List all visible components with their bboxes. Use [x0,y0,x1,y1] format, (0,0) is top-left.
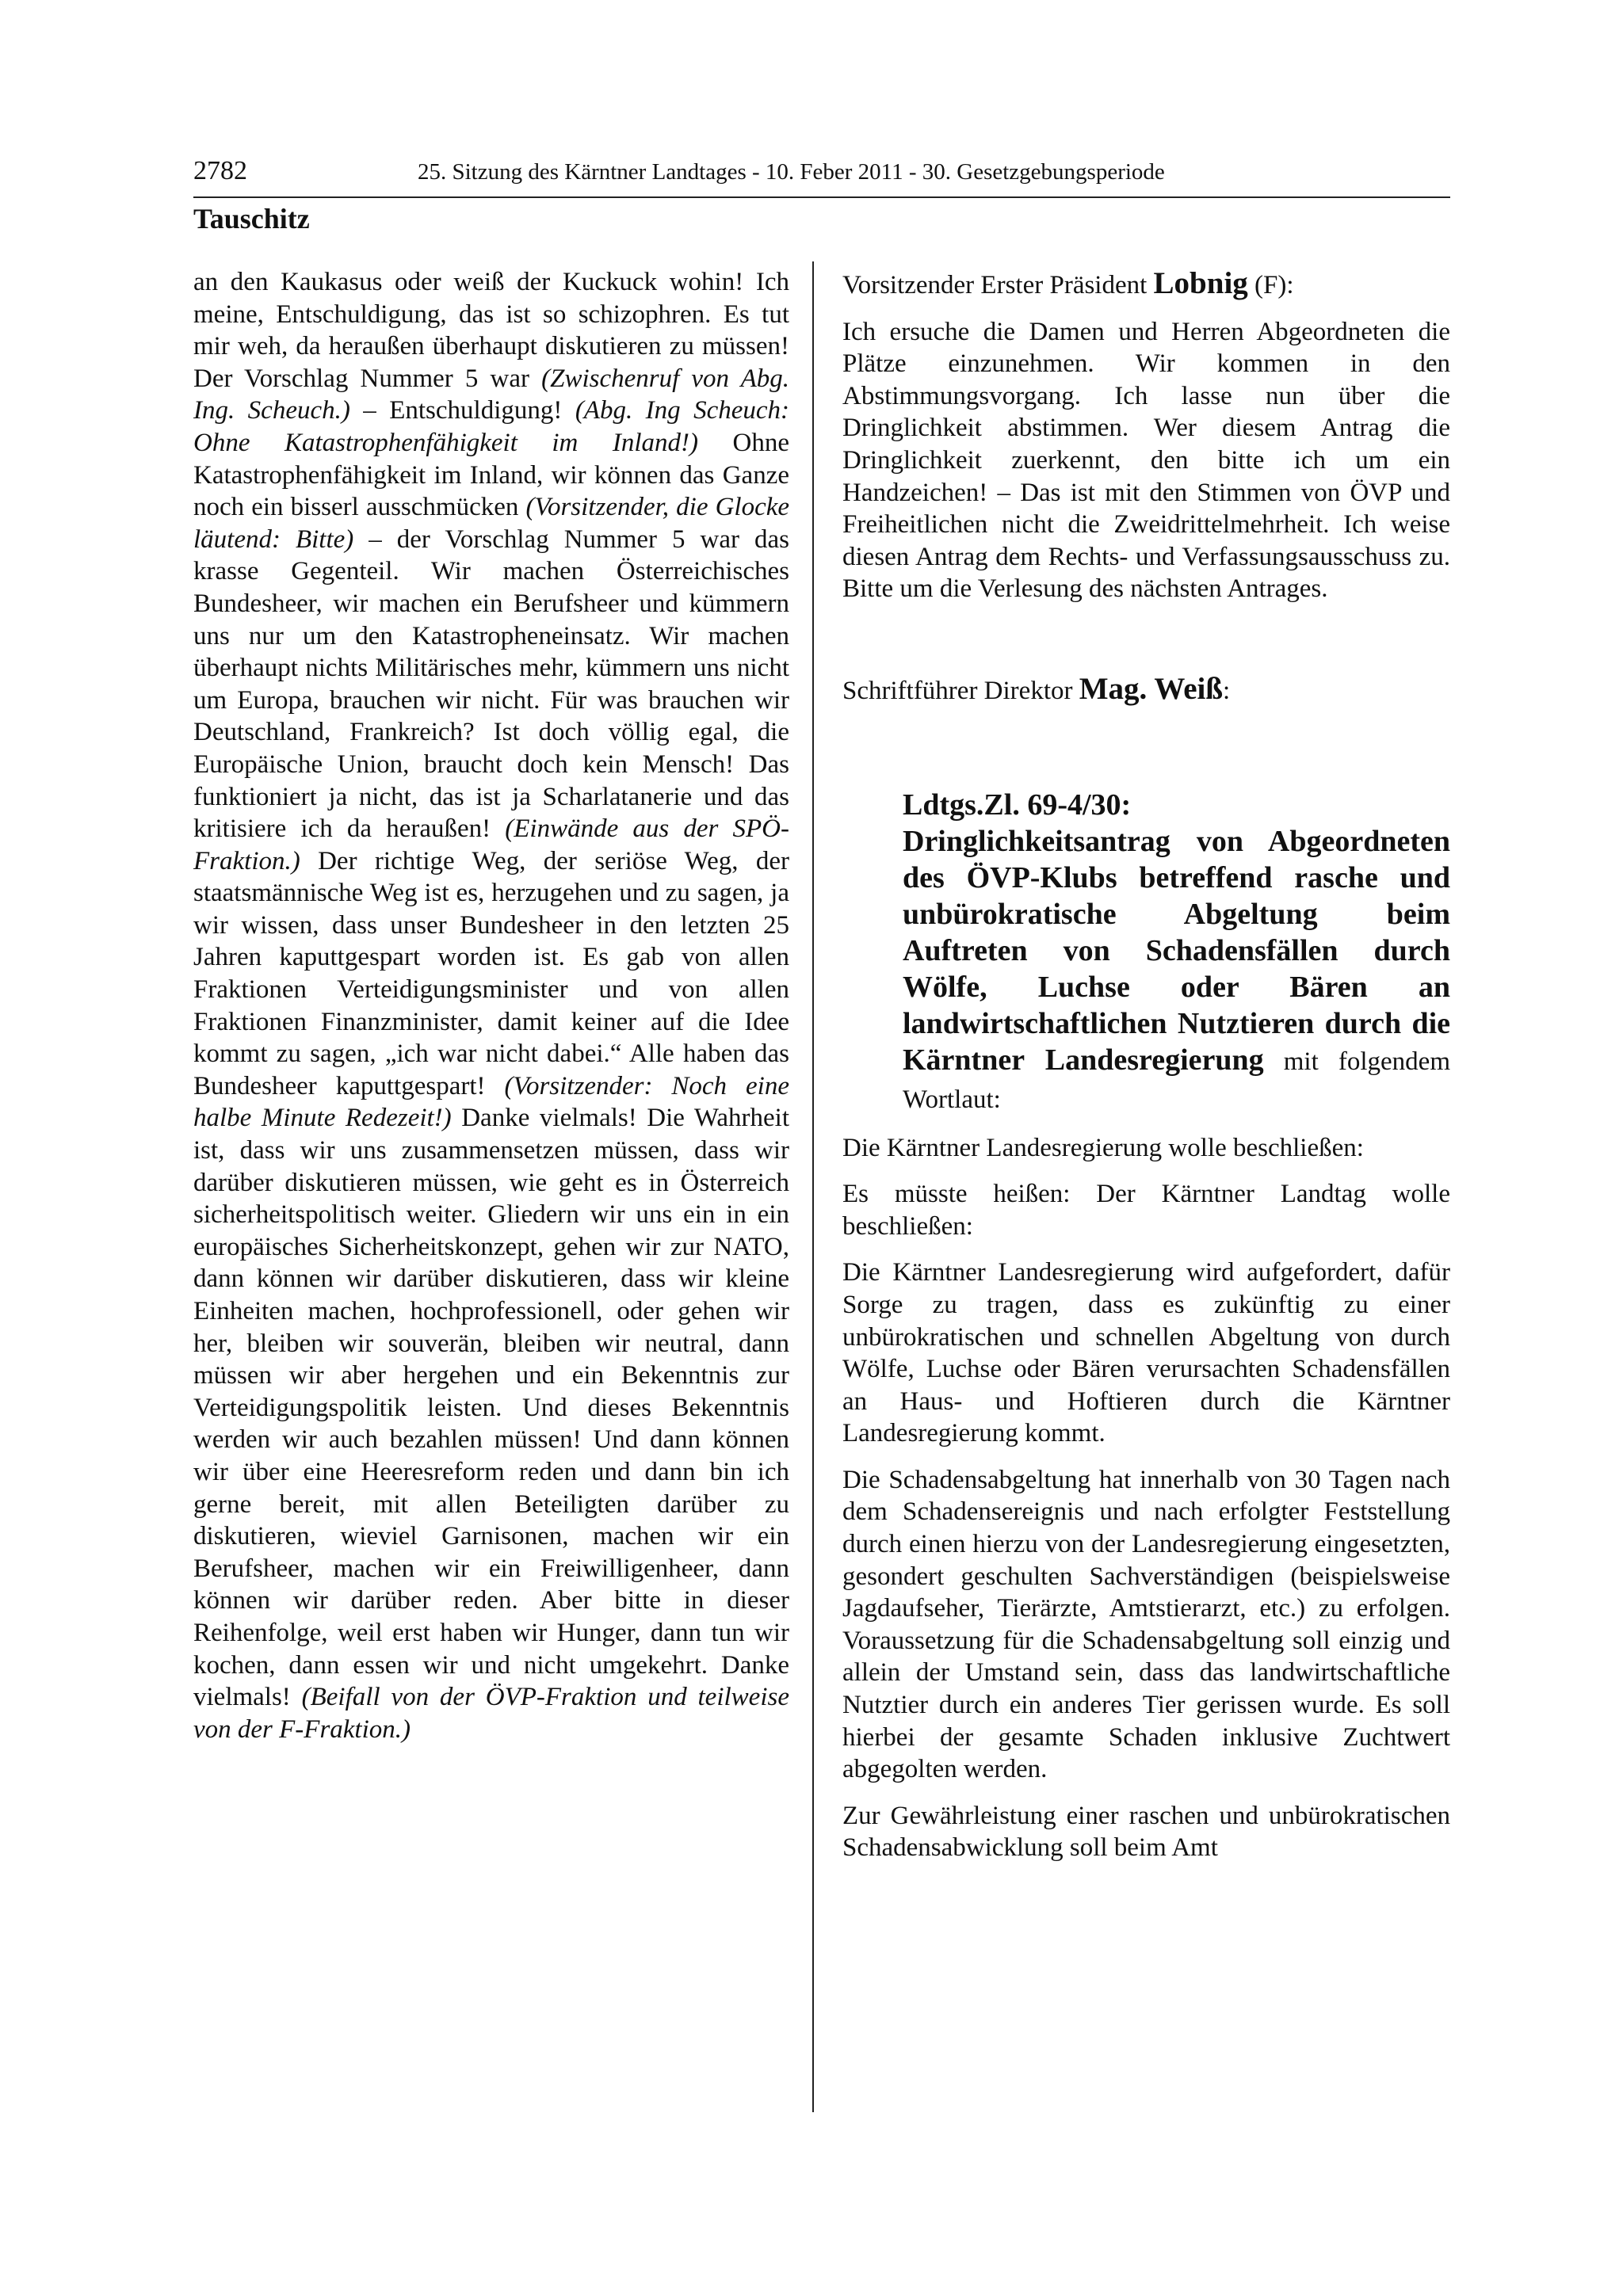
speaker-line-president [842,268,1450,302]
spacer [842,1118,1450,1132]
left-column [193,266,789,1745]
interjection: (Beifall von der ÖVP-Fraktion und teilweise von der F-Fraktion.) [193,1683,789,1744]
speaker-suffix: : [1223,676,1231,705]
column-divider [812,261,814,2112]
interjection: (Einwände aus der SPÖ-Fraktion.) [193,814,789,875]
speech-paragraph [193,266,789,1745]
spacer [842,1450,1450,1464]
spacer [842,1242,1450,1257]
spacer [842,1786,1450,1800]
speaker-prefix: Vorsitzender Erster Präsident [842,271,1154,299]
motion-paragraph: Die Schadensabgeltung hat innerhalb von 30 Tagen nach dem Schadensereignis und nach erfolgter Feststellung durch einen hierzu von der Landesregierung eingesetzten, gesondert geschulten Sachverständigen (beispielsweise Jagdaufseher, Tierärzte, Amtstierarzt, etc.) zu erfolgen. Voraussetzung für die Schadensabgeltung soll einzig und allein der Umstand sein, dass das landwirtschaftliche Nutztier durch ein anderes Tier gerissen wurde. Es soll hierbei der gesamte Schaden inklusive Zuchtwert abgegolten werden. [842,1465,1450,1784]
motion-paragraph: Es müsste heißen: Der Kärntner Landtag wolle beschließen: [842,1180,1450,1241]
speaker-name: Tauschitz [193,203,310,235]
page-number: 2782 [193,156,247,185]
speech-text: Der richtige Weg, der seriöse Weg, der staatsmännische Weg ist es, herzugehen und zu sagen, ja wir wissen, dass unser Bundesheer in den letzten 25 Jahren kaputtgespart worden ist. Es gab von allen Fraktionen Verteidigungsminister und von allen Fraktionen Finanzminister, damit keiner auf die Idee kommt zu sagen, „ich war nicht dabei.“ Alle haben das Bundesheer kaputtgespart! [193,846,789,1100]
speech-paragraph: Ich ersuche die Damen und Herren Abgeordneten die Plätze einzunehmen. Wir kommen in den Abstimmungsvorgang. Ich lasse nun über die Dringlichkeit abstimmen. Wer diesem Antrag die Dringlichkeit zuerkennt, den bitte ich um ein Handzeichen! – Das ist mit den Stimmen von ÖVP und Freiheitlichen nicht die Zweidrittelmehrheit. Ich weise diesen Antrag dem Rechts- und Verfassungsausschuss zu. Bitte um die Verlesung des nächsten Antrages. [842,317,1450,604]
speaker-line-secretary [842,673,1450,707]
spacer [842,605,1450,673]
speech-text: Ohne Katastrophenfähigkeit im Inland, wir können das Ganze noch ein bisserl ausschmücken [193,428,789,522]
motion-paragraph: Die Kärntner Landesregierung wird aufgefordert, dafür Sorge zu tragen, dass es zukünftig zu einer unbürokratischen und schnellen Abgeltung von durch Wölfe, Luchse oder Bären verursachten Schadensfällen an Haus- und Hoftieren durch die Kärntner Landesregierung kommt. [842,1258,1450,1448]
speech-text: an den Kaukasus oder weiß der Kuckuck wohin! Ich meine, Entschuldigung, das ist so schizophren. Es tut mir weh, da heraußen überhaupt diskutieren zu müssen! Der Vorschlag Nummer 5 war [193,268,789,393]
spacer [842,302,1450,316]
motion-paragraph: Die Kärntner Landesregierung wolle beschließen: [842,1133,1364,1162]
motion-heading [903,787,1450,1118]
motion-paragraph: Zur Gewährleistung einer raschen und unbürokratischen Schadensabwicklung soll beim Amt [842,1801,1450,1863]
speaker-name: Lobnig [1153,266,1248,300]
motion-number: Ldtgs.Zl. 69-4/30: [903,788,1132,822]
motion-title: Dringlichkeitsantrag von Abgeordneten des ÖVP-Klubs betreffend rasche und unbürokratische Abgeltung beim Auftreten von Schadensfällen durch Wölfe, Luchse oder Bären an landwirtschaftlichen Nutztieren durch die Kärntner Landesregierung [903,824,1450,1077]
interjection: (Abg. Ing Scheuch: Ohne Katastrophenfähigkeit im Inland!) [193,396,789,457]
running-title: 25. Sitzung des Kärntner Landtages - 10. Feber 2011 - 30. Gesetzgebungsperiode [418,159,1165,185]
speaker-prefix: Schriftführer Direktor [842,676,1079,705]
header-rule [193,196,1450,198]
speech-text: – der Vorschlag Nummer 5 war das krasse Gegenteil. Wir machen Österreichisches Bundesheer, wir machen ein Berufsheer und kümmern uns nur um den Katastropheneinsatz. Wir machen überhaupt nichts Militärisches mehr, kümmern uns nicht um Europa, brauchen wir nicht. Für was brauchen wir Deutschland, Frankreich? Ist doch völlig egal, die Europäische Union, braucht doch kein Mensch! Das funktioniert ja nicht, das ist ja Scharlatanerie und das kritisiere ich da heraußen! [193,524,789,844]
speech-text: Danke vielmals! Die Wahrheit ist, dass wir uns zusammensetzen müssen, dass wir darüber diskutieren müssen, wie geht es in Österreich sicherheitspolitisch weiter. Gliedern wir uns ein in ein europäisches Sicherheitskonzept, gehen wir zur NATO, dann können wir darüber diskutieren, dass wir kleine Einheiten machen, hochprofessionell, oder gehen wir her, bleiben wir souverän, bleiben wir neutral, dann müssen wir aber hergehen und ein Bekenntnis zur Verteidigungspolitik leisten. Und dieses Bekenntnis werden wir auch bezahlen müssen! Und dann können wir über eine Heeresreform reden und dann bin ich gerne bereit, mit allen Beteiligten darüber zu diskutieren, wieviel Garnisonen, machen wir ein Berufsheer, machen wir ein Freiwilligenheer, dann können wir darüber reden. Aber bitte in dieser Reihenfolge, weil erst haben wir Hunger, dann tun wir kochen, dann essen wir und nicht umgekehrt. Danke vielmals! [193,1104,790,1712]
interjection: (Zwischenruf von Abg. Ing. Scheuch.) [193,364,789,425]
interjection: (Vorsitzender, die Glocke läutend: Bitte) [193,493,790,554]
interjection: (Vorsitzender: Noch eine halbe Minute Redezeit!) [193,1071,789,1133]
spacer [842,1164,1450,1178]
speaker-name: Mag. Weiß [1079,671,1224,706]
speech-text: – Entschuldigung! [349,396,575,425]
speaker-suffix: (F): [1247,271,1294,299]
right-column [842,268,1450,1864]
spacer [842,707,1450,787]
motion-title-suffix: mit folgendem Wortlaut: [903,1047,1450,1114]
